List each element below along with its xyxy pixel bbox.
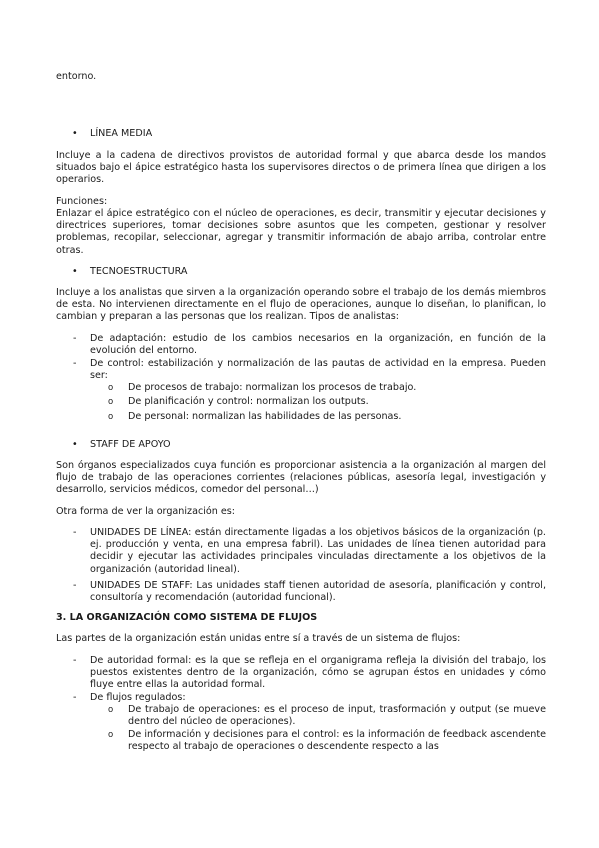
otra-forma-intro: Otra forma de ver la organización es: bbox=[56, 506, 236, 517]
sub-list-item-text: De planificación y control: normalizan los outputs. bbox=[128, 396, 369, 407]
dash-marker: - bbox=[73, 580, 77, 591]
section-intro: Las partes de la organización están unidas entre sí a través de un sistema de flujos: bbox=[56, 633, 461, 644]
circle-marker: o bbox=[108, 730, 114, 740]
funciones-text: Enlazar el ápice estratégico con el núcleo de operaciones, es decir, transmitir y ejecutar decisiones y directrices superiores, tomar decisiones sobre asuntos que les competen, gestionar y resolver problemas, recopilar, seleccionar, agregar y transmitir información de abajo arriba, controlar entre otras. bbox=[56, 208, 546, 256]
dash-marker: - bbox=[73, 358, 77, 369]
dash-marker: - bbox=[73, 527, 77, 538]
list-item-text: De adaptación: estudio de los cambios necesarios en la organización, en función de la evolución del entorno. bbox=[90, 333, 546, 357]
staff-paragraph: Son órganos especializados cuya función es proporcionar asistencia a la organización al margen del flujo de trabajo de las operaciones corrientes (relaciones públicas, asesoría legal, investigación y desarrollo, servicios médicos, comedor del personal…) bbox=[56, 460, 546, 496]
bullet-icon: • bbox=[72, 266, 78, 277]
circle-marker: o bbox=[108, 705, 114, 715]
circle-marker: o bbox=[108, 397, 114, 407]
intro-tail-text: entorno. bbox=[56, 71, 97, 82]
list-item-text: De flujos regulados: bbox=[90, 692, 186, 703]
tecnoestructura-title: TECNOESTRUCTURA bbox=[90, 266, 188, 277]
dash-marker: - bbox=[73, 692, 77, 703]
circle-marker: o bbox=[108, 383, 114, 393]
list-item-text: De autoridad formal: es la que se refleja en el organigrama refleja la división del trabajo, los puestos existentes dentro de la organización, cómo se agrupan éstos en unidades y cómo fluye entre ellas la autoridad formal. bbox=[90, 655, 546, 691]
tecnoestructura-paragraph: Incluye a los analistas que sirven a la organización operando sobre el trabajo de los demás miembros de esta. No intervienen directamente en el flujo de operaciones, aunque lo diseñan, lo planifican, lo cambian y preparan a las personas que los realizan. Tipos de analistas: bbox=[56, 287, 546, 323]
dash-marker: - bbox=[73, 655, 77, 666]
sub-list-item-text: De procesos de trabajo: normalizan los procesos de trabajo. bbox=[128, 382, 417, 393]
bullet-icon: • bbox=[72, 128, 78, 139]
circle-marker: o bbox=[108, 412, 114, 422]
bullet-icon: • bbox=[72, 439, 78, 450]
sub-list-item-text: De trabajo de operaciones: es el proceso de input, trasformación y output (se mueve dentro del núcleo de operaciones). bbox=[128, 704, 546, 728]
linea-media-title: LÍNEA MEDIA bbox=[90, 128, 153, 139]
list-item-text: UNIDADES DE LÍNEA: están directamente ligadas a los objetivos básicos de la organización (p. ej. producción y venta, en una empresa fabril). Las unidades de línea tienen autoridad para decidir y ejecutar las actividades principales vinculadas directamente a los objetivos de la organización (autoridad lineal). bbox=[90, 527, 546, 575]
dash-marker: - bbox=[73, 333, 77, 344]
linea-media-paragraph: Incluye a la cadena de directivos provistos de autoridad formal y que abarca desde los mandos situados bajo el ápice estratégico hasta los supervisores directos o de primera línea que dirigen a los operarios. bbox=[56, 150, 546, 186]
list-item-text: De control: estabilización y normalización de las pautas de actividad en la empresa. Pueden ser: bbox=[90, 358, 546, 382]
staff-title: STAFF DE APOYO bbox=[90, 439, 171, 450]
section-heading: 3. LA ORGANIZACIÓN COMO SISTEMA DE FLUJOS bbox=[56, 612, 318, 623]
sub-list-item-text: De información y decisiones para el control: es la información de feedback ascendente respecto al trabajo de operaciones o descendente respecto a las bbox=[128, 729, 547, 753]
list-item-text: UNIDADES DE STAFF: Las unidades staff tienen autoridad de asesoría, planificación y control, consultoría y recomendación (autoridad funcional). bbox=[90, 580, 546, 604]
sub-list-item-text: De personal: normalizan las habilidades de las personas. bbox=[128, 411, 402, 422]
funciones-label: Funciones: bbox=[56, 196, 108, 207]
